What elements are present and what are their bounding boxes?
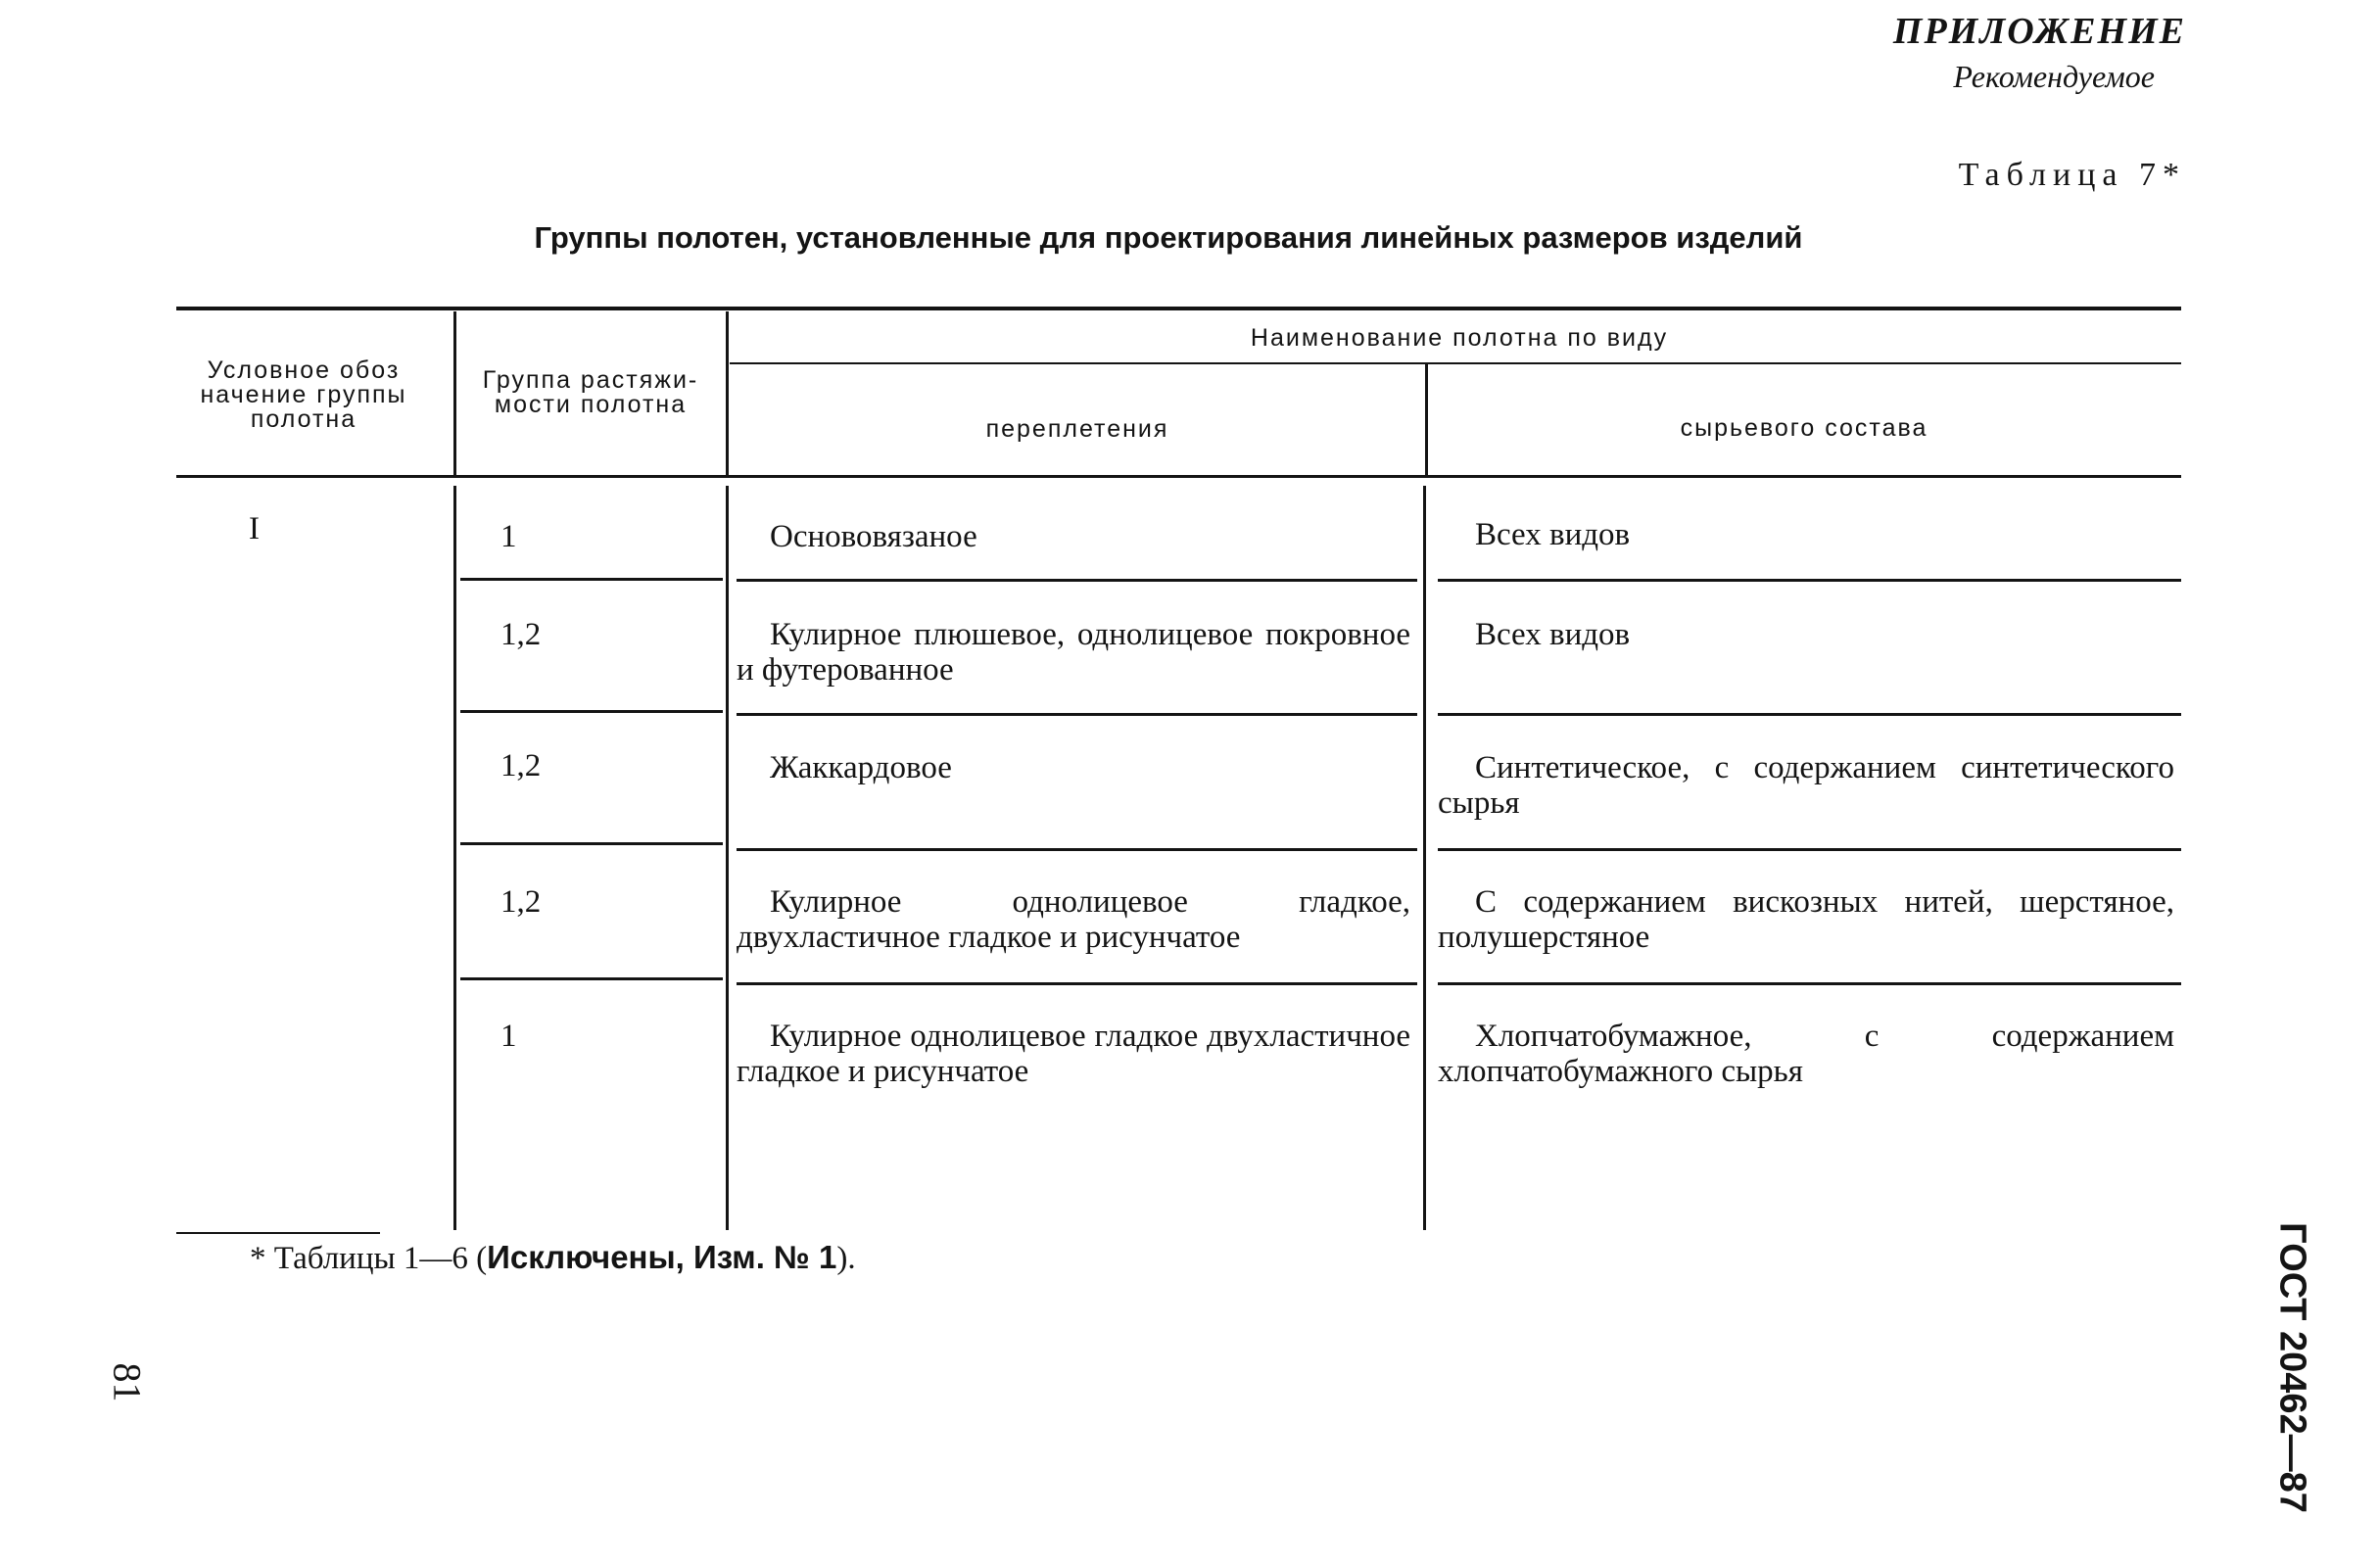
row-4-stretch: 1,2 <box>500 884 542 920</box>
row-1-composition: Всех видов <box>1475 517 1631 552</box>
header-bottom-rule <box>176 475 2181 478</box>
row-5-stretch: 1 <box>500 1019 517 1054</box>
row-4-composition: С содержанием вискозных нитей, шерстяное, полушерстяное <box>1438 884 2174 955</box>
row-rule <box>737 579 1417 582</box>
header-composition: сырьевого состава <box>1680 414 1928 442</box>
footnote <box>250 1239 856 1277</box>
row-rule <box>460 710 723 713</box>
standard-number: ГОСТ 20462—87 <box>2271 1222 2313 1513</box>
row-3-weave: Жаккардовое <box>770 750 952 785</box>
row-rule <box>737 713 1417 716</box>
page-number: 81 <box>105 1362 150 1402</box>
body-vline-1 <box>453 486 456 1230</box>
footnote-bold: Исключены, Изм. № 1 <box>487 1239 837 1275</box>
row-3-composition: Синтетическое, с содержанием синтетического сырья <box>1438 750 2174 821</box>
appendix-title: ПРИЛОЖЕНИЕ <box>1892 11 2186 52</box>
header-vline-3 <box>1425 364 1428 475</box>
row-rule <box>1438 848 2181 851</box>
row-rule <box>737 848 1417 851</box>
row-1-weave: Основовязаное <box>770 519 977 554</box>
header-name-by-type: Наименование полотна по виду <box>1250 324 1669 352</box>
header-designation: Условное обоз начение группы полотна <box>200 356 407 433</box>
row-2-composition: Всех видов <box>1475 617 1631 652</box>
header-weave: переплетения <box>985 415 1169 443</box>
row-2-stretch: 1,2 <box>500 617 542 652</box>
header-vline-1 <box>453 311 456 475</box>
row-rule <box>460 977 723 980</box>
body-vline-2 <box>726 486 729 1230</box>
group-designation: I <box>249 511 260 546</box>
header-vline-2 <box>726 311 729 475</box>
table-number: Таблица 7* <box>1958 157 2186 193</box>
body-vline-3 <box>1423 486 1426 1230</box>
row-rule <box>460 842 723 845</box>
row-2-weave: Кулирное плюшевое, однолицевое покровное и футерованное <box>737 617 1410 688</box>
row-4-weave: Кулирное однолицевое гладкое, двухластичное гладкое и рисунчатое <box>737 884 1410 955</box>
row-5-composition: Хлопчатобумажное, с содержанием хлопчатобумажного сырья <box>1438 1019 2174 1089</box>
footnote-prefix: * Таблицы 1—6 ( <box>250 1241 488 1276</box>
row-1-stretch: 1 <box>500 519 517 554</box>
row-rule <box>1438 579 2181 582</box>
header-stretch-group: Группа растяжи-мости полотна <box>482 366 699 418</box>
footnote-suffix: ). <box>836 1241 856 1276</box>
row-rule <box>1438 713 2181 716</box>
row-rule <box>737 982 1417 985</box>
table-title: Группы полотен, установленные для проектирования линейных размеров изделий <box>534 220 1803 255</box>
row-rule <box>460 578 723 581</box>
row-5-weave: Кулирное однолицевое гладкое двухластичное гладкое и рисунчатое <box>737 1019 1410 1089</box>
top-rule <box>176 307 2181 310</box>
footnote-rule <box>176 1232 380 1234</box>
appendix-subtitle: Рекомендуемое <box>1953 59 2155 94</box>
row-rule <box>1438 982 2181 985</box>
header-sub-rule <box>730 362 2181 364</box>
row-3-stretch: 1,2 <box>500 748 542 783</box>
